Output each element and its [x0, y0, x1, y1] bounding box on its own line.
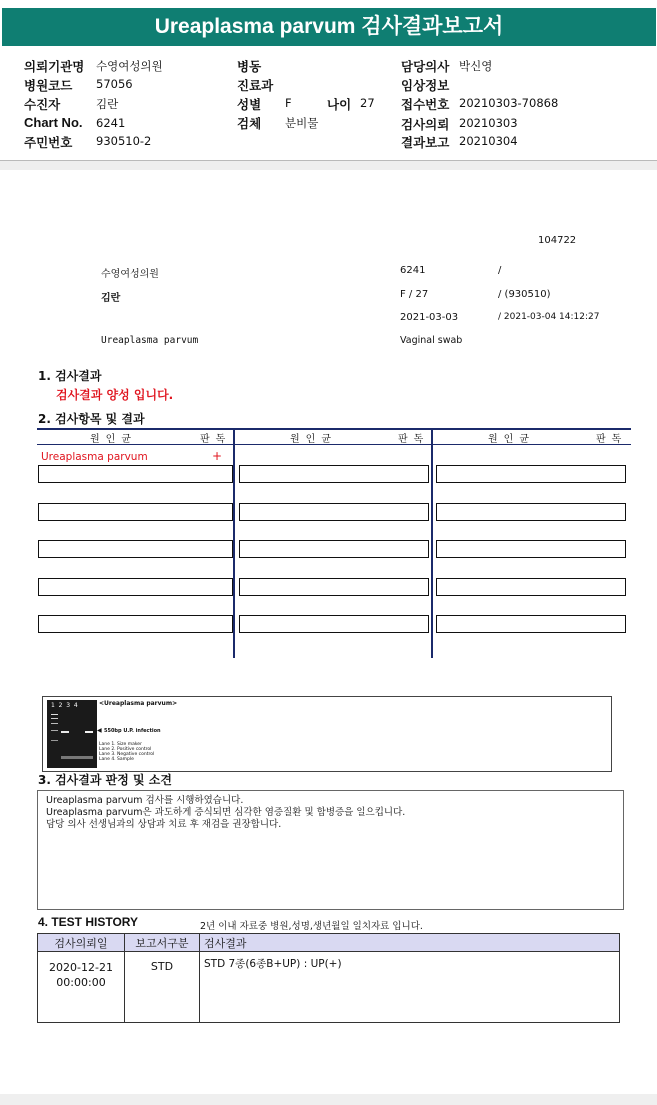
gel-band-label: 550bp U.P. infection	[104, 728, 161, 734]
history-table	[37, 933, 620, 1023]
col-judgement-1: 판독	[200, 434, 232, 445]
patient-value: 김란	[96, 97, 119, 111]
result-cell	[239, 503, 429, 521]
request-date-value: 20210303	[459, 116, 518, 130]
result-cell	[239, 615, 429, 633]
section1-title: 1. 검사결과	[38, 369, 102, 383]
info-report-datetime: / 2021-03-04 14:12:27	[498, 312, 600, 322]
info-request-date: 2021-03-03	[400, 312, 459, 323]
pathogen-result-positive: +	[212, 449, 223, 463]
result-cell	[239, 578, 429, 596]
gel-legend-4: Lane 4. Sample	[99, 757, 134, 762]
grid-divider-2	[431, 428, 433, 658]
result-cell	[436, 615, 626, 633]
info-clinic: 수영여성의원	[101, 269, 159, 280]
sex-label: 성별	[237, 97, 262, 112]
result-cell	[38, 465, 233, 483]
header-band	[0, 161, 657, 170]
history-type: STD	[125, 952, 200, 1023]
col-pathogen-2: 원인균	[290, 434, 337, 445]
report-date-label: 결과보고	[401, 135, 450, 150]
opinion-line-2: Ureaplasma parvum은 과도하게 증식되면 심각한 염증질환 및 합병증을 일으킵니다.	[46, 807, 406, 818]
info-test: Ureaplasma parvum	[101, 335, 199, 346]
result-cell	[38, 503, 233, 521]
hospital-code-label: 병원코드	[24, 78, 73, 93]
gel-legend-3: Lane 3. Negative control	[99, 752, 155, 757]
footer-band	[0, 1094, 657, 1105]
request-date-label: 검사의뢰	[401, 117, 450, 132]
info-slash: /	[498, 265, 502, 276]
result-cell	[38, 615, 233, 633]
age-label: 나이	[327, 97, 352, 112]
doctor-value: 박신영	[459, 59, 493, 73]
info-birth: / (930510)	[498, 289, 551, 300]
report-title: Ureaplasma parvum 검사결과보고서	[2, 8, 656, 46]
gel-title: <Ureaplasma parvum>	[99, 700, 178, 707]
gel-lane-numbers: 1 2 3 4	[51, 702, 78, 709]
gel-image	[47, 700, 97, 768]
history-col-date: 검사의뢰일	[38, 934, 125, 952]
history-col-type: 보고서구분	[125, 934, 200, 952]
history-note: 2년 이내 자료중 병원,성명,생년월일 일치자료 입니다.	[200, 921, 423, 932]
report-number: 104722	[538, 235, 577, 246]
id-label: 주민번호	[24, 135, 73, 150]
history-time: 00:00:00	[56, 976, 106, 989]
section3-title: 3. 검사결과 판정 및 소견	[38, 773, 172, 787]
col-pathogen-3: 원인균	[488, 434, 535, 445]
info-sex-age: F / 27	[400, 289, 429, 300]
info-specimen: Vaginal swab	[400, 335, 463, 346]
history-result: STD 7종(6종B+UP) : UP(+)	[200, 952, 620, 1023]
opinion-line-3: 담당 의사 선생님과의 상담과 치료 후 재검을 권장합니다.	[46, 819, 282, 830]
section4-title: 4. TEST HISTORY	[38, 915, 139, 929]
result-cell	[436, 540, 626, 558]
gel-arrow: ◀	[97, 727, 102, 734]
info-name: 김란	[101, 293, 121, 304]
positive-result: 검사결과 양성 입니다.	[56, 388, 174, 402]
history-col-result: 검사결과	[200, 934, 620, 952]
result-cell	[436, 578, 626, 596]
result-cell	[239, 465, 429, 483]
opinion-line-1: Ureaplasma parvum 검사를 시행하였습니다.	[46, 795, 244, 806]
gel-legend-2: Lane 2. Positive control	[99, 747, 152, 752]
chart-value: 6241	[96, 116, 126, 130]
sex-value: F	[285, 96, 292, 110]
history-date: 2020-12-21	[49, 961, 113, 974]
doctor-label: 담당의사	[401, 59, 450, 74]
result-cell	[38, 540, 233, 558]
history-date-cell	[38, 952, 125, 1023]
gel-legend-1: Lane 1. Size maker	[99, 742, 142, 747]
pathogen-ureaplasma: Ureaplasma parvum	[41, 451, 148, 463]
section2-title: 2. 검사항목 및 결과	[38, 412, 145, 426]
info-chart: 6241	[400, 265, 426, 276]
patient-label: 수진자	[24, 97, 61, 112]
dept-label: 진료과	[237, 78, 274, 93]
receipt-number-label: 접수번호	[401, 97, 450, 112]
result-cell	[38, 578, 233, 596]
grid-divider-1	[233, 428, 235, 658]
result-cell	[436, 465, 626, 483]
report-date-value: 20210304	[459, 134, 518, 148]
result-cell	[436, 503, 626, 521]
specimen-value: 분비물	[285, 116, 319, 130]
institution-value: 수영여성의원	[96, 59, 163, 73]
chart-label: Chart No.	[24, 115, 83, 130]
hospital-code-value: 57056	[96, 77, 133, 91]
receipt-number-value: 20210303-70868	[459, 96, 559, 110]
age-value: 27	[360, 96, 375, 110]
col-judgement-2: 판독	[398, 434, 430, 445]
gel-image-panel	[42, 696, 612, 772]
opinion-box	[37, 790, 624, 910]
id-value: 930510-2	[96, 134, 152, 148]
clinical-info-label: 임상정보	[401, 78, 450, 93]
ward-label: 병동	[237, 59, 262, 74]
col-pathogen-1: 원인균	[90, 434, 137, 445]
institution-label: 의뢰기관명	[24, 59, 85, 74]
table-row	[38, 952, 620, 1023]
result-cell	[239, 540, 429, 558]
specimen-label: 검체	[237, 116, 262, 131]
col-judgement-3: 판독	[596, 434, 628, 445]
